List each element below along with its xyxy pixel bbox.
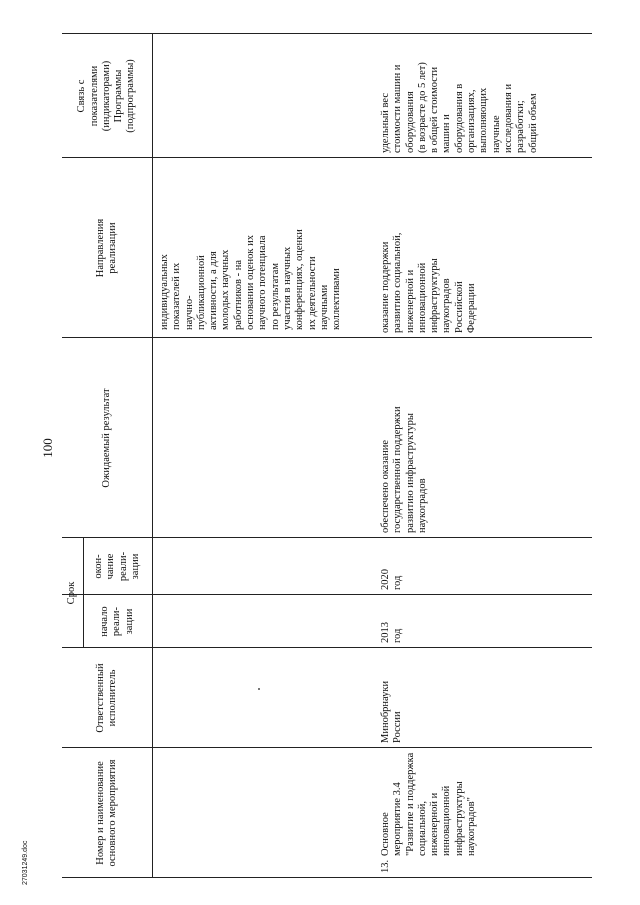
row-responsible: Минобрнауки России <box>380 680 404 743</box>
row-name: Основное мероприятие 3.4 "Развитие и поддержка социальной, инженерной и инновационной инфраструктуры наукоградов" <box>380 752 478 856</box>
row-expected: обеспечено оказание государственной поддержки развитию инфраструктуры наукоградов <box>380 406 428 533</box>
row-start: 2013 год <box>380 622 404 643</box>
header-bottom-line <box>152 33 153 878</box>
page-number: 100 <box>40 438 55 458</box>
footer-filename: 27031249.doc <box>22 840 29 885</box>
header-end: окон- чание реали- зации <box>92 551 141 582</box>
header-responsible: Ответственный исполнитель <box>94 663 118 733</box>
header-term: Срок <box>66 581 78 605</box>
header-expected: Ожидаемый результат <box>100 388 112 488</box>
row-directions: оказание поддержки развитию социальной, инженерной и инновационной инфраструктуры наукоградов Российской Федерации <box>380 232 478 333</box>
header-directions: Направления реализации <box>94 218 118 278</box>
continuation-directions: индивидуальных показателей их научно- публикационной активности, а для молодых научных работников - на основании оценок их научного потенциала по результатам участия в научных конференциях, оценки их деятельности научными коллективами <box>159 229 343 330</box>
row-link: удельный вес стоимости машин и оборудования (в возрасте до 5 лет) в общей стоимости машин и оборудования в организациях, выполняющих научные исследования и разработки; общий объем <box>380 62 539 153</box>
row-number: 13. <box>380 859 391 873</box>
header-number-name: Номер и наименование основного мероприятия <box>94 759 118 867</box>
scan-speck <box>258 688 260 690</box>
header-link: Связь с показателями (индикаторами) Программы (подпрограммы) <box>76 59 137 133</box>
header-start: начало реали- зации <box>99 606 135 637</box>
rotated-table <box>62 33 592 878</box>
row-end: 2020 год <box>380 569 404 590</box>
